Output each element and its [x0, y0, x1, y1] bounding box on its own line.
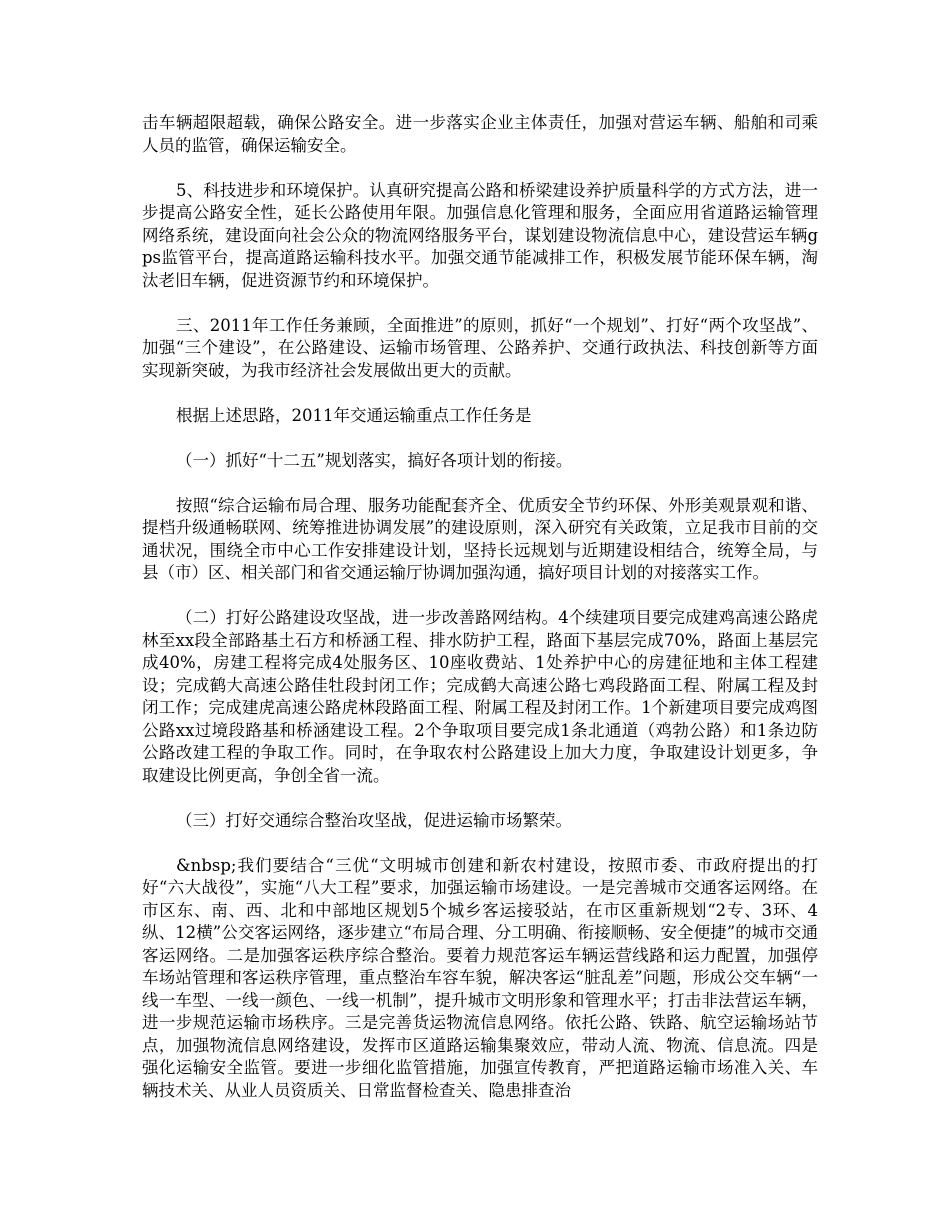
paragraph-section-three: 三、2011年工作任务兼顾，全面推进”的原则，抓好“一个规划”、打好“两个攻坚战”、加强“三个建设”，在公路建设、运输市场管理、公路养护、交通行政执法、科技创新等方面实现新突破，为我市经济社会发展做出更大的贡献。 [142, 315, 818, 380]
paragraph-task-three-body: &nbsp;我们要结合“三优“文明城市创建和新农村建设，按照市委、市政府提出的打好“六大战役”，实施“八大工程”要求，加强运输市场建设。一是完善城市交通客运网络。在市区东、南、西、北和中部地区规划5个城乡客运接驳站，在市区重新规划“2专、3环、4纵、12横”公交客运网络，逐步建立“布局合理、分工明确、衔接顺畅、安全便捷”的城市交通客运网络。二是加强客运秩序综合整治。要着力规范客运车辆运营线路和运力配置，加强停车场站管理和客运秩序管理，重点整治车容车貌，解决客运“脏乱差”问题，形成公交车辆“一线一车型、一线一颜色、一线一机制”，提升城市文明形象和管理水平；打击非法营运车辆，进一步规范运输市场秩序。三是完善货运物流信息网络。依托公路、铁路、航空运输场站节点，加强物流信息网络建设，发挥市区道路运输集聚效应，带动人流、物流、信息流。四是强化运输安全监管。要进一步细化监管措施，加强宣传教育，严把道路运输市场准入关、车辆技术关、从业人员资质关、日常监督检查关、隐患排查治 [142, 855, 818, 1100]
paragraph-key-tasks-intro: 根据上述思路，2011年交通运输重点工作任务是 [176, 405, 532, 425]
document-body [142, 112, 818, 1102]
paragraph-task-one-body: 按照“综合运输布局合理、服务功能配套齐全、优质安全节约环保、外形美观景观和谐、提档升级通畅联网、统筹推进协调发展”的建设原则，深入研究有关政策，立足我市目前的交通状况，围绕全市中心工作安排建设计划，坚持长远规划与近期建设相结合，统筹全局，与县（市）区、相关部门和省交通运输厅协调加强沟通，搞好项目计划的对接落实工作。 [142, 495, 818, 582]
heading-task-three: （三）打好交通综合整治攻坚战，促进运输市场繁荣。 [176, 810, 572, 830]
paragraph-continuation: 击车辆超限超载，确保公路安全。进一步落实企业主体责任，加强对营运车辆、船舶和司乘人员的监管，确保运输安全。 [142, 113, 818, 155]
paragraph-tech-environment: 5、科技进步和环境保护。认真研究提高公路和桥梁建设养护质量科学的方式方法，进一步提高公路安全性，延长公路使用年限。加强信息化管理和服务，全面应用省道路运输管理网络系统，建设面向社会公众的物流网络服务平台，谋划建设物流信息中心，建设营运车辆gps监管平台，提高道路运输科技水平。加强交通节能减排工作，积极发展节能环保车辆，淘汰老旧车辆，促进资源节约和环境保护。 [142, 180, 818, 290]
paragraph-task-two: （二）打好公路建设攻坚战，进一步改善路网结构。4个续建项目要完成建鸡高速公路虎林至xx段全部路基土石方和桥涵工程、排水防护工程，路面下基层完成70%，路面上基层完成40%，房建工程将完成4处服务区、10座收费站、1处养护中心的房建征地和主体工程建设；完成鹤大高速公路佳牡段封闭工作；完成鹤大高速公路七鸡段路面工程、附属工程及封闭工作；完成建虎高速公路虎林段路面工程、附属工程及封闭工作。1个新建项目要完成鸡图公路xx过境段路基和桥涵建设工程。2个争取项目要完成1条北通道（鸡勃公路）和1条边防公路改建工程的争取工作。同时，在争取农村公路建设上加大力度，争取建设计划更多，争取建设比例更高，争创全省一流。 [142, 608, 818, 785]
heading-task-one: （一）抓好“十二五”规划落实，搞好各项计划的衔接。 [176, 450, 573, 470]
